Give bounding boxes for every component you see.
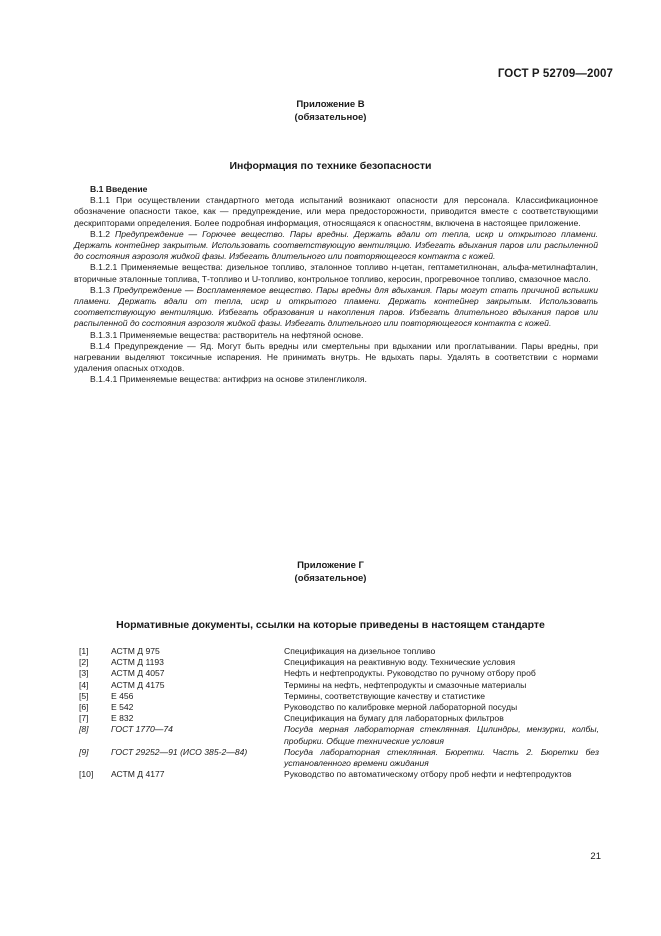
reference-number: [7] — [79, 713, 89, 724]
references-list — [79, 646, 599, 780]
reference-row — [79, 713, 599, 724]
reference-number: [9] — [79, 746, 89, 757]
reference-code: АСТМ Д 4057 — [111, 668, 165, 679]
reference-title: Руководство по автоматическому отбору проб нефти и нефтепродуктов — [284, 769, 572, 780]
reference-title: Посуда лабораторная стеклянная. Бюретки. Часть 2. Бюретки без установленного времени ожидания — [284, 746, 599, 769]
warning-text: Предупреждение — Горючее вещество. Пары вредны. Держать вдали от тепла, искр и открытого пламени. Держать контейнер закрытым. Использовать соответствующую вентиляцию. Избегать вдыхания паров или распыленной до состояния аэрозоля жидкой фазы. Избегать длительного или повторяющегося контакта с кожей. — [74, 228, 598, 262]
reference-code: АСТМ Д 4175 — [111, 679, 165, 690]
paragraph: В.1.2.1 Применяемые вещества: дизельное топливо, эталонное топливо н-цетан, гептаметилнонан, альфа-метилнафталин, вторичные эталонные топлива, Т-топливо и U-топливо, контрольное топливо, керосин, прогревочное топливо, смазочное масло. — [74, 262, 598, 284]
reference-number: [3] — [79, 668, 89, 679]
appendix-g-title: Приложение Г — [297, 560, 364, 571]
clause-number: В.1.2 — [90, 228, 116, 239]
appendix-b-body — [74, 184, 598, 386]
standard-header: ГОСТ Р 52709—2007 — [497, 68, 613, 80]
appendix-g-heading: Нормативные документы, ссылки на которые приведены в настоящем стандарте — [116, 619, 545, 631]
reference-code: Е 542 — [111, 702, 134, 713]
appendix-b-label — [0, 98, 661, 124]
reference-row — [79, 657, 599, 668]
paragraph — [74, 229, 598, 263]
reference-title: Руководство по калибровке мерной лабораторной посуды — [284, 702, 518, 713]
paragraph: В.1.3.1 Применяемые вещества: растворитель на нефтяной основе. — [90, 329, 364, 340]
paragraph — [74, 285, 598, 330]
warning-text: Предупреждение — Воспламеняемое вещество. Пары вредны для вдыхания. Пары могут стать причиной вспышки пламени. Держать вдали от тепла, искр и открытого пламени. Держать контейнер закрытым. Использовать соответствующую вентиляцию. Избегать образования и накопления паров. Избегать длительного вдыхания паров или распыленной до состояния аэрозоля жидкой фазы. Избегать длительного или повторяющегося контакта с кожей. — [74, 284, 598, 329]
reference-title: Спецификация на бумагу для лабораторных фильтров — [284, 713, 504, 724]
reference-row — [79, 646, 599, 657]
paragraph: В.1.1 При осуществлении стандартного метода испытаний возникают опасности для персонала. Классификационное обозначение опасности такое, как — предупреждение, или мера предосторожности, приводится вместе с соответствующими дескрипторами определения. Более подробная информация, относящаяся к опасностям, включена в настоящее приложение. — [74, 195, 598, 228]
reference-code: Е 832 — [111, 713, 134, 724]
reference-row — [79, 769, 599, 780]
page-number: 21 — [590, 851, 601, 862]
appendix-g-status: (обязательное) — [294, 573, 367, 584]
reference-row — [79, 680, 599, 691]
appendix-b-heading: Информация по технике безопасности — [229, 160, 432, 172]
reference-code: ГОСТ 29252—91 (ИСО 385-2—84) — [111, 746, 248, 757]
reference-code: АСТМ Д 1193 — [111, 657, 164, 668]
reference-number: [6] — [79, 702, 89, 713]
reference-title: Спецификация на реактивную воду. Технические условия — [284, 657, 516, 668]
reference-number: [1] — [79, 646, 89, 656]
reference-number: [5] — [79, 690, 89, 701]
reference-code: ГОСТ 1770—74 — [111, 724, 173, 735]
reference-title: Посуда мерная лабораторная стеклянная. Цилиндры, мензурки, колбы, пробирки. Общие технические условия — [284, 724, 599, 746]
appendix-b-status: (обязательное) — [294, 112, 367, 123]
reference-row — [79, 747, 599, 769]
appendix-g-label — [0, 559, 661, 585]
reference-number: [8] — [79, 724, 89, 735]
reference-title: Спецификация на дизельное топливо — [284, 646, 436, 656]
paragraph: В.1.4 Предупреждение — Яд. Могут быть вредны или смертельны при вдыхании или проглатывании. Пары вредны, при нагревании выделяют токсичные испарения. Не принимать внутрь. Не вдыхать пары. Удалять в соответствии с нормами удаления опасных отходов. — [74, 340, 598, 374]
reference-number: [4] — [79, 679, 89, 690]
reference-row — [79, 668, 599, 679]
reference-row — [79, 724, 599, 746]
paragraph: В.1.4.1 Применяемые вещества: антифриз на основе этиленгликоля. — [90, 374, 367, 385]
reference-title: Термины на нефть, нефтепродукты и смазочные материалы — [284, 679, 527, 690]
reference-row — [79, 691, 599, 702]
reference-title: Термины, соответствующие качеству и статистике — [284, 690, 486, 701]
appendix-b-title: Приложение В — [296, 99, 365, 110]
reference-row — [79, 702, 599, 713]
reference-code: Е 456 — [111, 690, 134, 701]
reference-title: Нефть и нефтепродукты. Руководство по ручному отбору проб — [284, 668, 536, 679]
reference-number: [10] — [79, 769, 94, 780]
section-subheading: В.1 Введение — [90, 184, 148, 194]
clause-number: В.1.3 — [90, 284, 114, 295]
reference-code: АСТМ Д 4177 — [111, 769, 165, 780]
reference-code: АСТМ Д 975 — [111, 646, 160, 656]
reference-number: [2] — [79, 657, 89, 668]
